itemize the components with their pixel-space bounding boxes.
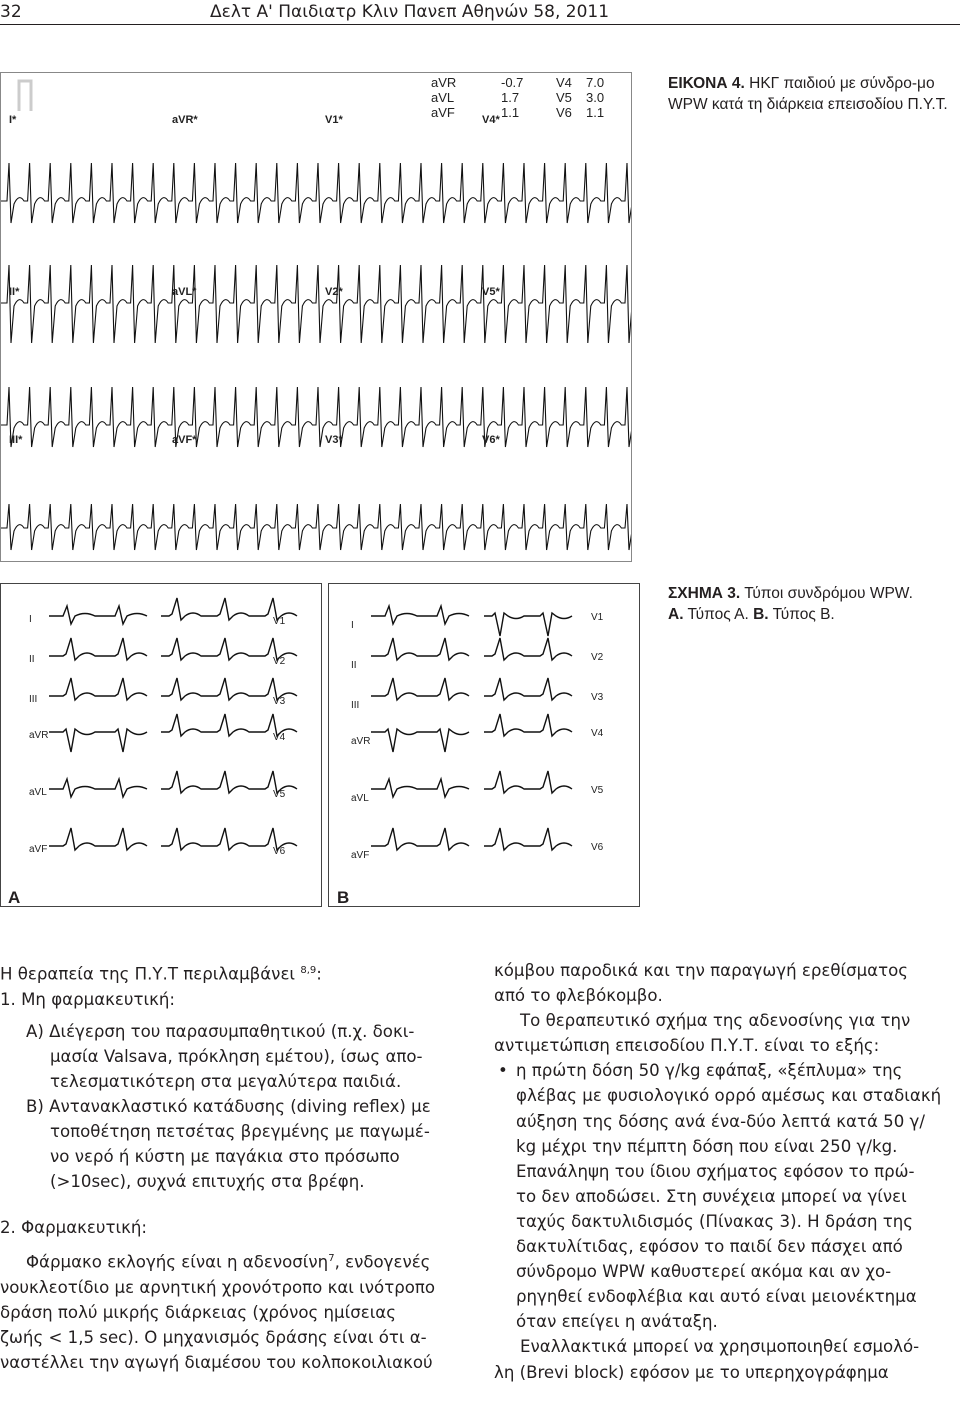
f3b-limb-label-iii: III bbox=[351, 700, 360, 711]
ecg-lead-marker-v6: V6* bbox=[482, 434, 500, 446]
ecg-readout-col2-1: 1.7 bbox=[501, 90, 520, 105]
f3a-limb-label-ii: II bbox=[29, 654, 35, 665]
para-line-5: ναστέλλει την αγωγή διαμέσου του κολποκοιλιακού bbox=[0, 1353, 433, 1373]
f3a-limb-trace-avr bbox=[49, 729, 147, 752]
ecg-lead-marker-avr: aVR* bbox=[172, 114, 198, 126]
f3b-chest-label-v2: V2 bbox=[591, 652, 604, 663]
f3b-chest-trace-v6 bbox=[484, 828, 572, 850]
figure-4-caption bbox=[668, 73, 958, 115]
right-line-11: ταχύς δακτυλιδισμός (Πίνακας 3). Η δράση της bbox=[516, 1211, 914, 1231]
f3a-limb-label-avl: aVL bbox=[29, 787, 47, 798]
ecg-lead-marker-i: I* bbox=[9, 114, 17, 126]
figure-4-ecg bbox=[0, 72, 632, 562]
ecg-trace-strip-1 bbox=[1, 163, 631, 223]
ecg-readout-col2-2: 1.1 bbox=[501, 105, 520, 120]
f3b-limb-label-i: I bbox=[351, 620, 354, 631]
f3a-chest-label-v1: V1 bbox=[273, 616, 286, 627]
ecg-readout-col1-1: aVL bbox=[431, 90, 455, 105]
para-line-3: δράση πολύ μικρής διάρκειας (χρόνος ημίσειας bbox=[0, 1303, 396, 1323]
right-line-7: αύξηση της δόσης ανά ένα-δύο λεπτά κατά 50 γ/ bbox=[516, 1111, 925, 1131]
panel-b-ecg-svg bbox=[329, 584, 639, 906]
ecg-trace-strip-4 bbox=[1, 504, 631, 550]
f3a-chest-trace-v4 bbox=[161, 714, 297, 736]
f3a-chest-trace-v3 bbox=[161, 678, 297, 700]
f3a-limb-trace-avf bbox=[49, 828, 147, 850]
figure-3-label: ΣΧΗΜΑ 3. bbox=[668, 585, 741, 602]
ecg-trace-strip-2 bbox=[1, 265, 631, 343]
f3b-limb-trace-avr bbox=[371, 729, 469, 752]
f3b-chest-trace-v3 bbox=[484, 678, 572, 700]
f3b-chest-label-v5: V5 bbox=[591, 785, 604, 796]
ecg-readout-col1-0: aVR bbox=[431, 75, 457, 90]
f3a-chest-trace-v6 bbox=[161, 828, 297, 850]
f3a-chest-label-v4: V4 bbox=[273, 732, 286, 743]
item-b-line-2: τοποθέτηση πετσέτας βρεγμένης με παγωμέ- bbox=[50, 1122, 430, 1142]
para-line-1b: , ενδογενές bbox=[334, 1253, 431, 1272]
panel-a-label: Α bbox=[8, 888, 21, 907]
right-line-16: Εναλλακτικά μπορεί να χρησιμοποιηθεί εσμολό- bbox=[520, 1337, 920, 1357]
caption-b-label: Β. bbox=[753, 606, 769, 623]
right-line-13: σύνδρομο WPW καθυστερεί ακόμα και αν χο- bbox=[516, 1262, 892, 1282]
f3a-chest-label-v5: V5 bbox=[273, 789, 286, 800]
dosing-bullet: • η πρώτη δόση 50 γ/kg εφάπαξ, «ξέπλυμα» της bbox=[494, 1058, 960, 1083]
para-line-2: νουκλεοτίδιο με αρνητική χρονότροπο και ινότροπο bbox=[0, 1278, 436, 1298]
intro-end: : bbox=[316, 964, 322, 984]
f3b-limb-trace-ii bbox=[371, 638, 469, 660]
right-line-1: κόμβου παροδικά και την παραγωγή ερεθίσματος bbox=[494, 961, 909, 980]
ecg-lead-marker-avl: aVL* bbox=[172, 286, 197, 298]
ecg-readout-col4-0: 7.0 bbox=[586, 75, 605, 90]
panel-a-ecg-svg bbox=[1, 584, 321, 906]
f3a-limb-trace-i bbox=[49, 606, 147, 624]
item-a-line-1: Α) Διέγερση του παρασυμπαθητικού (π.χ. δοκι- bbox=[26, 1021, 415, 1041]
f3b-chest-label-v4: V4 bbox=[591, 728, 604, 739]
intro-ref: 8,9 bbox=[300, 965, 317, 976]
f3b-limb-label-avf: aVF bbox=[351, 850, 370, 861]
f3a-limb-trace-ii bbox=[49, 638, 147, 660]
ecg-readout-col2-0: -0.7 bbox=[501, 75, 524, 90]
right-line-4: αντιμετώπιση επεισοδίου Π.Υ.Τ. είναι το εξής: bbox=[494, 1036, 880, 1056]
figure-3-caption-text: Τύποι συνδρόμου WPW. bbox=[740, 585, 913, 602]
ecg-lead-marker-avf: aVF* bbox=[172, 434, 197, 446]
caption-b-text: Τύπος Β. bbox=[768, 606, 835, 623]
f3a-limb-label-iii: III bbox=[29, 694, 38, 705]
ecg-readout-col4-1: 3.0 bbox=[586, 90, 605, 105]
f3a-limb-label-avf: aVF bbox=[29, 844, 48, 855]
f3a-chest-trace-v2 bbox=[161, 638, 297, 660]
f3a-limb-trace-iii bbox=[49, 678, 147, 700]
item-b-line-1: Β) Αντανακλαστικό κατάδυσης (diving reflex) με bbox=[26, 1097, 431, 1116]
ecg-trace-strip-3 bbox=[1, 387, 631, 447]
ecg-calibration-pulse bbox=[19, 81, 31, 111]
right-line-15: όταν επείγει η ανάταξη. bbox=[516, 1312, 718, 1332]
header-rule bbox=[0, 24, 960, 25]
f3b-chest-trace-v4 bbox=[484, 714, 572, 736]
para-line-1 bbox=[0, 1246, 470, 1275]
ecg-lead-marker-v1: V1* bbox=[325, 114, 343, 126]
ecg-lead-marker-iii: III* bbox=[9, 434, 23, 446]
f3a-chest-label-v2: V2 bbox=[273, 656, 286, 667]
f3b-limb-label-avl: aVL bbox=[351, 793, 369, 804]
f3b-chest-trace-v1 bbox=[484, 613, 572, 636]
right-line-10: το δεν αποδώσει. Στη συνέχεια μπορεί να γίνει bbox=[516, 1186, 907, 1206]
f3b-limb-trace-avl bbox=[371, 779, 469, 797]
para-ref: 7 bbox=[328, 1253, 335, 1265]
f3b-chest-label-v6: V6 bbox=[591, 842, 604, 853]
f3a-chest-trace-v1 bbox=[161, 598, 297, 620]
f3a-limb-label-i: I bbox=[29, 614, 32, 625]
intro-text: Η θεραπεία της Π.Υ.Τ περιλαμβάνει bbox=[0, 964, 296, 984]
figure-4-label: ΕΙΚΟΝΑ 4. bbox=[668, 75, 745, 92]
page-number: 32 bbox=[0, 2, 22, 22]
f3b-limb-trace-iii bbox=[371, 678, 469, 700]
item-a-line-3: τελεσματικότερη στα μεγαλύτερα παιδιά. bbox=[50, 1071, 402, 1091]
right-line-14: ρηγηθεί ενδοφλέβια και αυτό είναι μειονέκτημα bbox=[516, 1287, 917, 1307]
f3b-chest-label-v1: V1 bbox=[591, 612, 604, 623]
ecg-readout-col3-0: V4 bbox=[556, 75, 572, 90]
figure-4-caption-text: ΗΚΓ παιδιού με σύνδρο-μο WPW κατά τη διάρκεια επεισοδίου Π.Υ.Τ. bbox=[668, 75, 948, 113]
ecg-readout-col1-2: aVF bbox=[431, 105, 455, 120]
f3a-chest-label-v6: V6 bbox=[273, 846, 286, 857]
ecg-lead-marker-v2: V2* bbox=[325, 286, 343, 298]
para-line-4: ζωής < 1,5 sec). Ο μηχανισμός δράσης είναι ότι α- bbox=[0, 1328, 427, 1348]
right-line-12: δακτυλίτιδας, εφόσον το παιδί δεν πάσχει από bbox=[516, 1237, 903, 1257]
f3b-chest-label-v3: V3 bbox=[591, 692, 604, 703]
ecg-readout-col4-2: 1.1 bbox=[586, 105, 605, 120]
f3a-limb-trace-avl bbox=[49, 779, 147, 797]
f3b-chest-trace-v5 bbox=[484, 771, 572, 793]
journal-citation: Δελτ Α' Παιδιατρ Κλιν Πανεπ Αθηνών 58, 2011 bbox=[210, 2, 610, 22]
figure-3-panel-a bbox=[0, 583, 322, 907]
ecg-lead-marker-ii: II* bbox=[9, 286, 20, 298]
f3b-limb-label-avr: aVR bbox=[351, 736, 371, 747]
right-line-3: Το θεραπευτικό σχήμα της αδενοσίνης για την bbox=[520, 1011, 911, 1031]
running-header bbox=[0, 0, 960, 30]
ecg-readout-col3-1: V5 bbox=[556, 90, 572, 105]
item-2-heading: 2. Φαρμακευτική: bbox=[0, 1218, 147, 1238]
right-line-9: Επανάληψη του ίδιου σχήματος εφόσον το πρώ- bbox=[516, 1161, 915, 1181]
left-column bbox=[0, 958, 470, 1375]
ecg-lead-marker-v5: V5* bbox=[482, 286, 500, 298]
f3b-limb-label-ii: II bbox=[351, 660, 357, 671]
ecg-readout-col3-2: V6 bbox=[556, 105, 572, 120]
f3a-limb-label-avr: aVR bbox=[29, 730, 49, 741]
item-b-line-4: (>10sec), συχνά επιτυχής στα βρέφη. bbox=[50, 1172, 365, 1192]
ecg-lead-marker-v4: V4* bbox=[482, 114, 500, 126]
right-line-2: από το φλεβόκομβο. bbox=[494, 986, 663, 1006]
ecg-lead-marker-v3: V3* bbox=[325, 434, 343, 446]
item-1-heading: 1. Μη φαρμακευτική: bbox=[0, 989, 175, 1009]
figure-3-caption bbox=[668, 583, 958, 625]
intro-line bbox=[0, 958, 470, 987]
right-line-6: φλέβας με φυσιολογικό ορρό αμέσως και σταδιακή bbox=[516, 1086, 942, 1106]
caption-a-text: Τύπος Α. bbox=[683, 606, 754, 623]
item-b-line-3: νο νερό ή κύστη με παγάκια στο πρόσωπο bbox=[50, 1147, 400, 1167]
right-column bbox=[494, 958, 960, 1385]
f3a-chest-label-v3: V3 bbox=[273, 696, 286, 707]
ecg-strip-svg bbox=[1, 73, 631, 561]
para-line-1a: Φάρμακο εκλογής είναι η αδενοσίνη bbox=[26, 1253, 329, 1272]
f3b-limb-trace-avf bbox=[371, 828, 469, 850]
caption-a-label: Α. bbox=[668, 606, 684, 623]
figure-3-panel-b bbox=[328, 583, 640, 907]
panel-b-label: Β bbox=[337, 888, 350, 907]
item-a-line-2: μασία Valsava, πρόκληση εμέτου), ίσως απο- bbox=[50, 1046, 423, 1066]
right-line-17: λη (Brevi block) εφόσον με το υπερηχογράφημα bbox=[494, 1362, 889, 1382]
right-line-8: kg μέχρι την πέμπτη δόση που είναι 250 γ/kg. bbox=[516, 1136, 898, 1156]
f3a-chest-trace-v5 bbox=[161, 771, 297, 793]
f3b-chest-trace-v2 bbox=[484, 638, 572, 660]
f3b-limb-trace-i bbox=[371, 606, 469, 624]
